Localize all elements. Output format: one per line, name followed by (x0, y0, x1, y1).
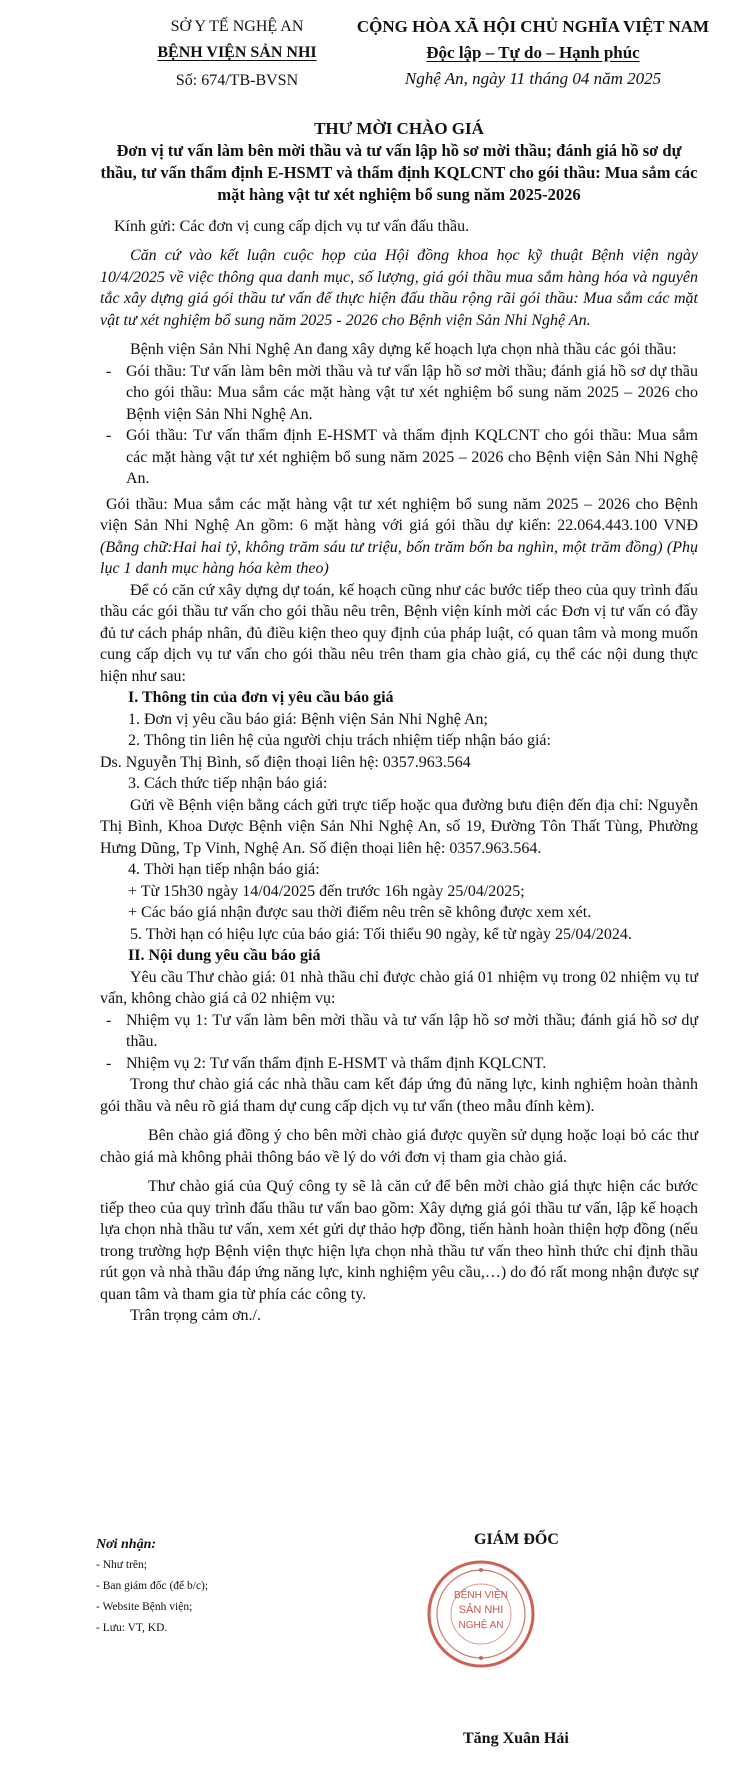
stamp-text-line: SẢN NHI (458, 1604, 504, 1616)
section-1-item-1: 1. Đơn vị yêu cầu báo giá: Bệnh viện Sản Nhi Nghệ An; (128, 710, 488, 728)
package-item: - Gói thầu: Tư vấn thẩm định E-HSMT và thẩm định KQLCNT cho gói thầu: Mua sắm các mặt hàng vật tư xét nghiệm bổ sung năm 2025 – 2026 cho Bệnh viện Sản Nhi Nghệ An. (126, 425, 698, 490)
national-motto: Độc lập – Tự do – Hạnh phúc (426, 43, 640, 62)
recipients-block (96, 1534, 208, 1639)
section-1-item-2: 2. Thông tin liên hệ của người chịu trách nhiệm tiếp nhận báo giá: (128, 732, 551, 749)
invitation-paragraph: Để có căn cứ xây dựng dự toán, kế hoạch cũng như các bước tiếp theo của quy trình đấu thầu các gói thầu tư vấn cho gói thầu nêu trên, Bệnh viện kính mời các Đơn vị tư vấn có đầy đủ tư cách pháp nhân, đủ điều kiện theo quy định của pháp luật, có quan tâm và mong muốn cung cấp dịch vụ tư vấn cho gói thầu nêu trên tham gia chào giá, cụ thể các nội dung thực hiện như sau: (100, 581, 698, 685)
basis-paragraph-2: Thư chào giá của Quý công ty sẽ là căn cứ để bên mời chào giá thực hiện các bước tiếp theo của quy trình đấu thầu tư vấn bao gồm: Xây dựng giá gói thầu tư vấn, lập kế hoạch lựa chọn nhà thầu tư vấn, xem xét gửi dự thảo hợp đồng, tiến hành hoàn thiện hợp đồng (nếu trong trường hợp Bệnh viện thực hiện lựa chọn nhà thầu tư vấn theo hình thức chỉ định thầu rút gọn và nhà thầu đáp ứng năng lực, kinh nghiệm yêu cầu,…) do đó rất mong nhận được sự quan tâm và tham gia từ phía các công ty. (100, 1178, 698, 1303)
section-1-item-5: 5. Thời hạn có hiệu lực của báo giá: Tối thiểu 90 ngày, kể từ ngày 25/04/2024. (130, 925, 632, 943)
document-title: THƯ MỜI CHÀO GIÁ (314, 119, 484, 138)
recipient-item: - Lưu: VT, KD. (96, 1622, 168, 1634)
deadline-line-1: + Từ 15h30 ngày 14/04/2025 đến trước 16h ngày 25/04/2025; (128, 882, 525, 900)
department-name: SỞ Y TẾ NGHỆ AN (170, 18, 304, 35)
document-footer (0, 1531, 753, 1782)
basis-paragraph: Căn cứ vào kết luận cuộc họp của Hội đồng khoa học kỹ thuật Bệnh viện ngày 10/4/2025 về việc thông qua danh mục, số lượng, giá gói thầu mua sắm hàng hóa và nguyên tắc xây dựng giá gói thầu tư vấn để thực hiện đấu thầu rộng rãi gói thầu: Mua sắm các mặt vật tư xét nghiệm bổ sung năm 2025 - 2026 cho Bệnh viện Sản Nhi Nghệ An. (100, 247, 698, 329)
document-body (100, 118, 698, 1327)
national-block (338, 14, 728, 92)
section-2-intro: Yêu cầu Thư chào giá: 01 nhà thầu chỉ được chào giá 01 nhiệm vụ trong 02 nhiệm vụ tư vấn, không chào giá cả 02 nhiệm vụ: (100, 968, 698, 1007)
place-date: Nghệ An, ngày 11 tháng 04 năm 2025 (404, 69, 662, 88)
section-1-item-4: 4. Thời hạn tiếp nhận báo giá: (128, 861, 320, 878)
signer-role: GIÁM ĐỐC (474, 1531, 559, 1548)
plan-intro: Bệnh viện Sản Nhi Nghệ An đang xây dựng kế hoạch lựa chọn nhà thầu các gói thầu: (130, 341, 677, 358)
rights-paragraph: Bên chào giá đồng ý cho bên mời chào giá được quyền sử dụng hoặc loại bỏ các thư chào giá mà không phải thông báo về lý do với đơn vị tham gia chào giá. (100, 1127, 698, 1166)
package-info-main: Gói thầu: Mua sắm các mặt hàng vật tư xét nghiệm bổ sung năm 2025 – 2026 cho Bệnh viện Sản Nhi Nghệ An gồm: 6 mặt hàng với giá gói thầu dự kiến: 22.064.443.100 VNĐ (100, 495, 698, 534)
document-number: Số: 674/TB-BVSN (175, 72, 299, 89)
package-item: - Gói thầu: Tư vấn làm bên mời thầu và tư vấn lập hồ sơ mời thầu; đánh giá hồ sơ dự thầu cho gói thầu: Mua sắm các mặt hàng vật tư xét nghiệm bổ sung năm 2025 – 2026 cho Bệnh viện Sản Nhi Nghệ An. (126, 361, 698, 426)
issuer-block (112, 14, 362, 94)
recipient-item: - Như trên; (96, 1559, 147, 1571)
recipient-item: - Ban giám đốc (để b/c); (96, 1580, 209, 1592)
section-1-heading: I. Thông tin của đơn vị yêu cầu báo giá (128, 689, 394, 706)
hospital-name: BỆNH VIỆN SẢN NHI (157, 44, 317, 61)
task-item: - Nhiệm vụ 1: Tư vấn làm bên mời thầu và tư vấn lập hồ sơ mời thầu; đánh giá hồ sơ dự thầu. (126, 1010, 698, 1053)
contact-detail: Ds. Nguyễn Thị Bình, số điện thoại liên hệ: 0357.963.564 (100, 753, 471, 771)
task-item: - Nhiệm vụ 2: Tư vấn thẩm định E-HSMT và thẩm định KQLCNT. (126, 1053, 698, 1075)
delivery-detail: Gửi về Bệnh viện bằng cách gửi trực tiếp hoặc qua đường bưu điện đến địa chỉ: Nguyễn Thị Bình, Khoa Dược Bệnh viện Sản Nhi Nghệ An, số 19, Đường Tôn Thất Tùng, Phường Hưng Dũng, Tp Vinh, Nghệ An. Số điện thoại liên hệ: 0357.963.564. (100, 796, 698, 857)
official-stamp (425, 1558, 537, 1670)
national-title: CỘNG HÒA XÃ HỘI CHỦ NGHĨA VIỆT NAM (356, 17, 710, 36)
recipient-item: - Website Bệnh viện; (96, 1601, 193, 1613)
package-info (100, 494, 698, 580)
section-2-heading: II. Nội dung yêu cầu báo giá (128, 947, 321, 964)
package-info-italic: (Bằng chữ:Hai hai tỷ, không trăm sáu tư triệu, bốn trăm bốn ba nghìn, một trăm đồng) (Phụ lục 1 danh mục hàng hóa kèm theo) (100, 538, 698, 577)
deadline-line-2: + Các báo giá nhận được sau thời điểm nêu trên sẽ không được xem xét. (128, 904, 592, 921)
task-list (100, 1010, 698, 1075)
stamp-text-line: NGHỆ AN (458, 1620, 504, 1631)
section-1-item-3: 3. Cách thức tiếp nhận báo giá: (128, 775, 328, 792)
stamp-text-line: BỆNH VIỆN (454, 1590, 508, 1601)
package-list (100, 361, 698, 490)
greeting: Kính gửi: Các đơn vị cung cấp dịch vụ tư vấn đấu thầu. (114, 217, 470, 235)
document-header (0, 14, 753, 96)
signer-name: Tăng Xuân Hải (463, 1730, 569, 1747)
document-subtitle: Đơn vị tư vấn làm bên mời thầu và tư vấn lập hồ sơ mời thầu; đánh giá hồ sơ dự thầu, tư vấn thẩm định E-HSMT và thẩm định KQLCNT cho gói thầu: Mua sắm các mặt hàng vật tư xét nghiệm bổ sung năm 2025-2026 (100, 140, 698, 204)
thanks-line: Trân trọng cảm ơn./. (130, 1307, 261, 1324)
commitment-paragraph: Trong thư chào giá các nhà thầu cam kết đáp ứng đủ năng lực, kinh nghiệm hoàn thành gói thầu và nêu rõ giá tham dự cung cấp dịch vụ tư vấn (theo mẫu đính kèm). (100, 1076, 698, 1115)
recipients-title: Nơi nhận: (96, 1537, 157, 1552)
